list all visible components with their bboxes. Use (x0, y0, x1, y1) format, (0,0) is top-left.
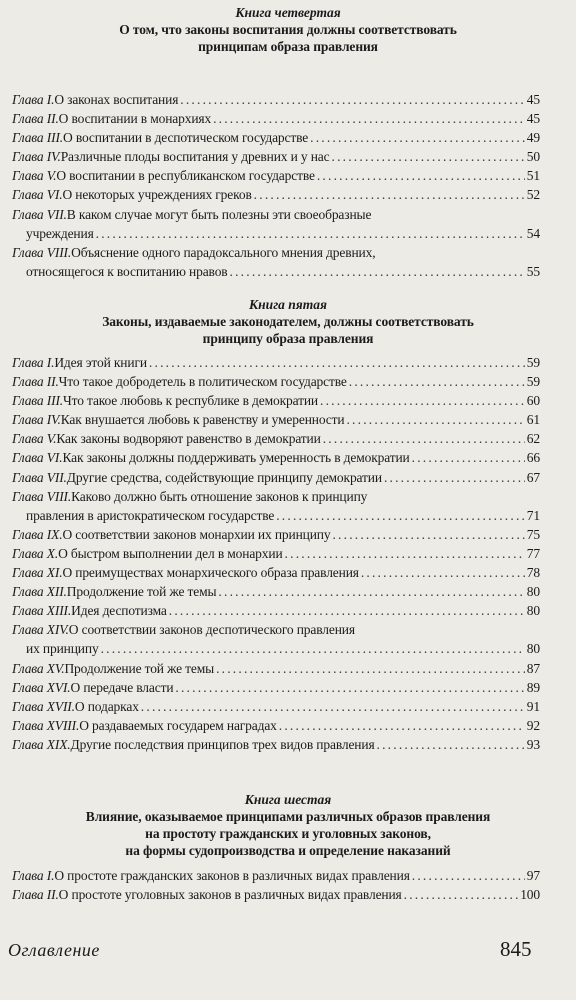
toc-entry (12, 620, 540, 658)
page-number: 77 (526, 545, 540, 561)
page-number: 66 (526, 450, 540, 466)
toc-entry (12, 563, 540, 582)
dot-leader (349, 372, 525, 391)
dot-leader (412, 866, 525, 885)
book-title-line: Законы, издаваемые законодателем, должны соответствовать (102, 314, 474, 329)
chapter-title: Как внушается любовь к равенству и умеренности (60, 412, 345, 428)
chapter-label: Глава XV. (12, 660, 65, 676)
chapter-label: Глава XVII. (12, 698, 75, 714)
toc-entry (12, 372, 540, 391)
chapter-label: Глава XIV. (12, 622, 69, 638)
book-heading: Книга шестая (244, 792, 332, 807)
page-number: 92 (526, 717, 540, 733)
footer-page-number: 845 (500, 937, 532, 961)
page-number: 71 (526, 507, 540, 523)
dot-leader (320, 391, 525, 410)
page-number: 89 (526, 679, 540, 695)
toc-entry (12, 128, 540, 147)
page-number: 97 (526, 868, 540, 883)
chapter-label: Глава VIII. (12, 244, 72, 260)
page-number: 55 (526, 263, 540, 279)
chapter-title: Что такое любовь к республике в демократии (63, 393, 318, 409)
toc-entry (12, 525, 540, 544)
toc-entry (12, 90, 540, 109)
chapter-title: О соответствии законов монархии их принципу (62, 526, 331, 542)
page-number: 50 (526, 149, 540, 165)
page-number: 62 (526, 431, 540, 447)
page-number: 45 (526, 92, 540, 107)
chapter-label: Глава III. (12, 393, 64, 409)
chapter-title: О преимуществах монархического образа правления (62, 565, 359, 581)
dot-leader (101, 639, 525, 658)
toc-entry (12, 166, 540, 185)
chapter-title: О простоте гражданских законов в различных видах правления (54, 868, 410, 883)
toc-entry (12, 448, 540, 467)
chapter-title: Другие последствия принципов трех видов правления (70, 736, 375, 752)
chapter-title: О воспитании в деспотическом государстве (63, 130, 309, 146)
dot-leader (213, 109, 525, 128)
chapter-title: Как законы водворяют равенство в демократии (56, 431, 321, 447)
chapter-title: Объяснение одного парадоксального мнения древних, (71, 244, 376, 260)
chapter-label: Глава XI. (12, 565, 63, 581)
book-title-line: на простоту гражданских и уголовных законов, (145, 826, 431, 841)
toc-entry (12, 582, 540, 601)
book-title-line: принципу образа правления (202, 331, 374, 346)
chapter-title: Продолжение той же темы (66, 584, 217, 600)
page-number: 80 (526, 603, 540, 619)
dot-leader (230, 262, 525, 281)
dot-leader (216, 659, 525, 678)
toc-entry (12, 716, 540, 735)
chapter-title: О быстром выполнении дел в монархии (58, 545, 283, 561)
chapter-title: Идея деспотизма (71, 603, 167, 619)
toc-entry (12, 735, 540, 754)
toc-entry (12, 866, 540, 885)
toc-entry (12, 678, 540, 697)
toc-entry (12, 601, 540, 620)
page-number: 78 (526, 565, 540, 581)
page-number: 54 (526, 225, 540, 241)
chapter-title: В каком случае могут быть полезны эти своеобразные (66, 206, 372, 222)
toc-entry (12, 205, 540, 243)
dot-leader (404, 885, 519, 904)
toc-entry (12, 391, 540, 410)
chapter-label: Глава V. (12, 168, 57, 184)
chapter-title: О простоте уголовных законов в различных видах правления (58, 887, 402, 903)
dot-leader (149, 353, 525, 372)
chapter-title: Продолжение той же темы (64, 660, 215, 676)
book-five-chapters (12, 353, 540, 754)
dot-leader (346, 410, 524, 429)
dot-leader (332, 147, 525, 166)
dot-leader (175, 678, 524, 697)
dot-leader (254, 185, 525, 204)
dot-leader (332, 525, 524, 544)
dot-leader (279, 716, 525, 735)
chapter-label: Глава I. (12, 355, 55, 370)
page-number: 60 (526, 393, 540, 409)
chapter-title: Как законы должны поддерживать умеренность в демократии (62, 450, 410, 466)
dot-leader (412, 448, 525, 467)
chapter-title: правления в аристократическом государстве (26, 507, 275, 523)
page-number: 59 (526, 355, 540, 370)
dot-leader (361, 563, 525, 582)
toc-entry (12, 243, 540, 281)
chapter-label: Глава I. (12, 868, 55, 883)
page-number: 67 (526, 469, 540, 485)
book-six-chapters (12, 866, 540, 904)
chapter-label: Глава IV. (12, 149, 61, 165)
page-number: 93 (526, 736, 540, 752)
toc-entry (12, 659, 540, 678)
dot-leader (141, 697, 525, 716)
chapter-label: Глава X. (12, 545, 59, 561)
page-number: 100 (520, 887, 540, 903)
chapter-title: Различные плоды воспитания у древних и у нас (60, 149, 330, 165)
footer-section-name: Оглавление (8, 940, 100, 960)
dot-leader (384, 468, 525, 487)
page-number: 87 (526, 660, 540, 676)
book-title-line: на формы судопроизводства и определение наказаний (125, 843, 451, 858)
toc-entry (12, 410, 540, 429)
book-title-line: принципам образа правления (198, 39, 378, 54)
dot-leader (377, 735, 525, 754)
page-number: 80 (526, 641, 540, 657)
chapter-title: учреждения (26, 225, 94, 241)
chapter-label: Глава XVI. (12, 679, 71, 695)
page-number: 59 (526, 374, 540, 390)
chapter-title: Другие средства, содействующие принципу демократии (66, 469, 382, 485)
toc-entry (12, 185, 540, 204)
page-number: 91 (526, 698, 540, 714)
book-six-header (0, 791, 576, 859)
dot-leader (285, 544, 525, 563)
chapter-label: Глава XVIII. (12, 717, 80, 733)
toc-entry (12, 885, 540, 904)
chapter-title: О раздаваемых государем наградах (79, 717, 277, 733)
chapter-label: Глава VII. (12, 469, 67, 485)
chapter-label: Глава IV. (12, 412, 61, 428)
book-heading: Книга четвертая (235, 5, 341, 20)
toc-entry (12, 487, 540, 525)
book-title-line: О том, что законы воспитания должны соответствовать (119, 22, 457, 37)
chapter-title: О некоторых учреждениях греков (62, 187, 252, 203)
toc-entry (12, 544, 540, 563)
toc-entry (12, 109, 540, 128)
book-four-header (0, 4, 576, 55)
chapter-label: Глава VII. (12, 206, 67, 222)
chapter-label: Глава XIII. (12, 603, 72, 619)
chapter-title: относящегося к воспитанию нравов (26, 263, 228, 279)
chapter-title: Идея этой книги (54, 355, 147, 370)
chapter-label: Глава III. (12, 130, 64, 146)
chapter-label: Глава XIX. (12, 736, 71, 752)
page-number: 75 (526, 526, 540, 542)
chapter-label: Глава VIII. (12, 488, 72, 504)
chapter-title: О соответствии законов деспотического правления (68, 622, 355, 638)
dot-leader (218, 582, 524, 601)
toc-entry (12, 429, 540, 448)
toc-entry (12, 697, 540, 716)
dot-leader (310, 128, 525, 147)
dot-leader (96, 224, 525, 243)
dot-leader (180, 90, 525, 109)
page-number: 51 (526, 168, 540, 184)
chapter-label: Глава I. (12, 92, 55, 107)
chapter-label: Глава XII. (12, 584, 67, 600)
chapter-label: Глава II. (12, 374, 59, 390)
book-heading: Книга пятая (249, 297, 327, 312)
chapter-label: Глава II. (12, 111, 59, 127)
chapter-label: Глава VI. (12, 450, 63, 466)
page-number: 45 (526, 111, 540, 127)
page-number: 52 (526, 187, 540, 203)
book-title-line: Влияние, оказываемое принципами различных образов правления (85, 809, 491, 824)
chapter-label: Глава II. (12, 887, 59, 903)
dot-leader (276, 506, 525, 525)
chapter-label: Глава IX. (12, 526, 63, 542)
book-five-header (0, 296, 576, 347)
chapter-title: О воспитании в республиканском государстве (56, 168, 315, 184)
toc-entry (12, 353, 540, 372)
page-number: 49 (526, 130, 540, 146)
dot-leader (169, 601, 525, 620)
chapter-title: Что такое добродетель в политическом государстве (58, 374, 347, 390)
page-number: 80 (526, 584, 540, 600)
chapter-title: О подарках (74, 698, 139, 714)
book-four-chapters (12, 90, 540, 281)
toc-entry (12, 468, 540, 487)
chapter-title: О воспитании в монархиях (58, 111, 212, 127)
dot-leader (317, 166, 525, 185)
chapter-title: Каково должно быть отношение законов к принципу (71, 488, 368, 504)
page-number: 61 (526, 412, 540, 428)
chapter-label: Глава V. (12, 431, 57, 447)
toc-entry (12, 147, 540, 166)
chapter-title: их принципу (26, 641, 99, 657)
chapter-title: О законах воспитания (54, 92, 179, 107)
chapter-title: О передаче власти (70, 679, 174, 695)
chapter-label: Глава VI. (12, 187, 63, 203)
dot-leader (323, 429, 525, 448)
